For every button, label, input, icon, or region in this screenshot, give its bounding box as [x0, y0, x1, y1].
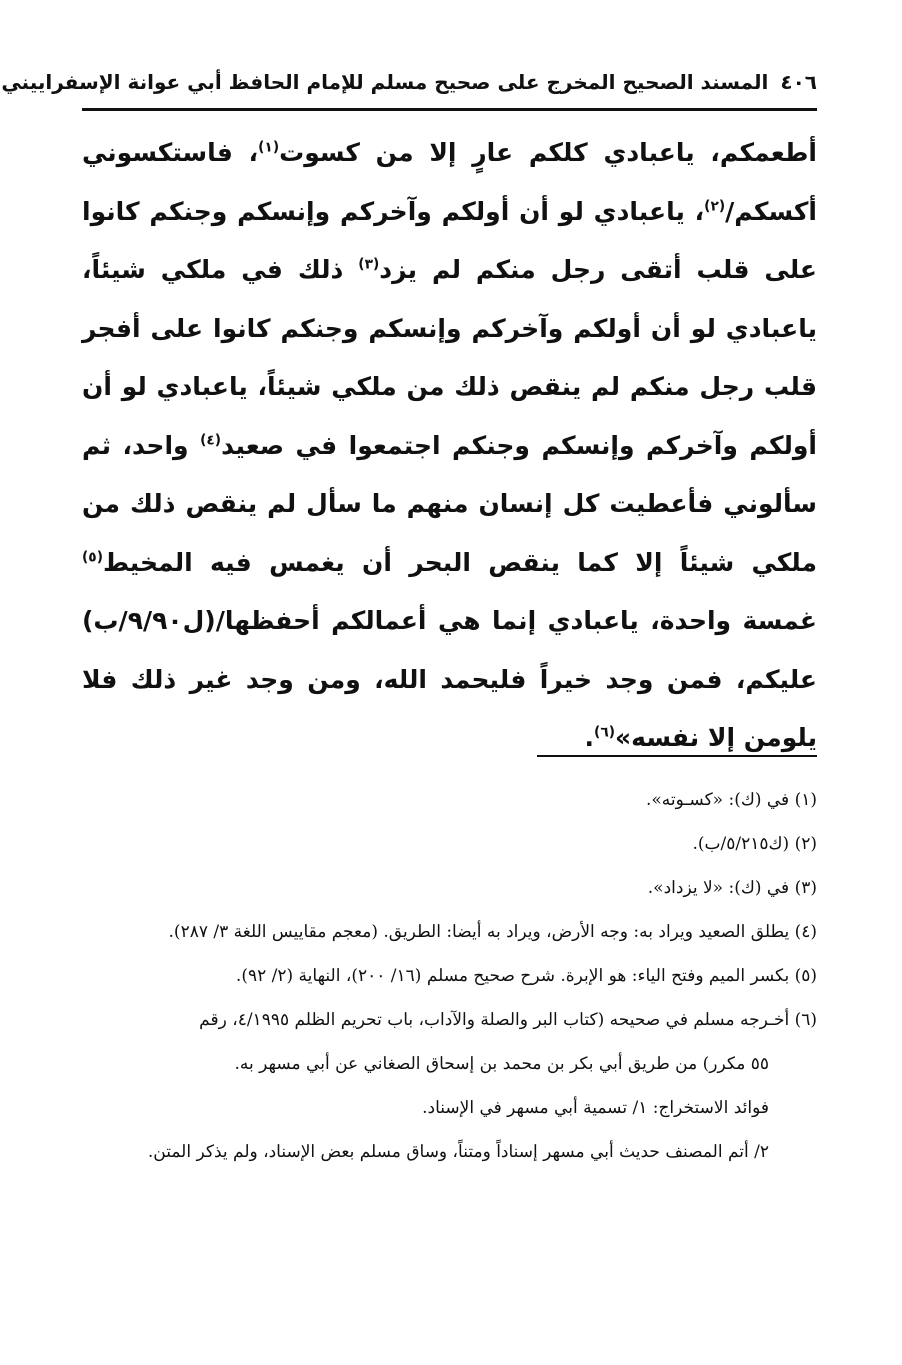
running-title: المسند الصحيح المخرج على صحيح مسلم للإمام الحافظ أبي عوانة الإسفراييني [1, 70, 769, 94]
footnote-5: (٥) بكسر الميم وفتح الياء: هو الإبرة. شرح صحيح مسلم (١٦/ ٢٠٠)، النهاية (٢/ ٩٢). [235, 966, 817, 986]
footnote-6-benefits: فوائد الاستخراج: ١/ تسمية أبي مسهر في الإسناد. [422, 1098, 769, 1118]
text-segment: أطعمكم، ياعبادي كلكم عارٍ إلا من كسوت [279, 138, 817, 167]
footnote-4: (٤) يطلق الصعيد ويراد به: وجه الأرض، ويراد به أيضا: الطريق. (معجم مقاييس اللغة ٣/ ٢٨٧). [168, 922, 817, 942]
text-segment: غمسة واحدة، ياعبادي إنما هي أعمالكم أحفظها/(ل٩/٩٠/ب) عليكم، فمن وجد خيراً فليحمد الله، ومن وجد غير ذلك فلا يلومن إلا نفسه» [82, 606, 817, 752]
footnote-separator [537, 755, 817, 757]
text-segment: . [584, 723, 595, 752]
footnote-2: (٢) (ك٥/٢١٥/ب). [692, 834, 817, 854]
footnote-3: (٣) في (ك): «لا يزداد». [647, 878, 817, 898]
footnote-marker: (٦) [594, 724, 616, 741]
text-segment: ذلك في ملكي شيئاً، ياعبادي لو أن أولكم وآخركم وإنسكم وجنكم كانوا على أفجر قلب رجل منكم لم ينقص ذلك من ملكي شيئاً، ياعبادي لو أن أولكم وآخركم وإنسكم وجنكم اجتمعوا في صعيد [82, 255, 817, 460]
footnote-marker: (٥) [82, 549, 103, 566]
footnote-marker: (٤) [200, 432, 222, 449]
footnote-marker: (٣) [358, 256, 380, 273]
text-segment: ، ياعبادي لو أن أولكم وآخركم وإنسكم وجنكم كانوا على قلب أتقى رجل منكم لم يزد [82, 196, 817, 284]
footnote-6-benefit-2: ٢/ أتم المصنف حديث أبي مسهر إسناداً ومتناً، وساق مسلم بعض الإسناد، ولم يذكر المتن. [147, 1142, 769, 1162]
running-header [1, 62, 817, 102]
footnote-6: (٦) أخـرجه مسلم في صحيحه (كتاب البر والصلة والآداب، باب تحريم الظلم ٤/١٩٩٥، رقم [199, 1010, 817, 1030]
text-segment: ، فاستكسوني أكسكم/ [82, 138, 817, 226]
footnote-1: (١) في (ك): «كسـوته». [646, 790, 817, 810]
footnote-marker: (٢) [704, 198, 726, 215]
page-number: ٤٠٦ [780, 70, 817, 94]
hadith-text [82, 124, 817, 768]
footnote-6-continued: ٥٥ مكرر) من طريق أبي بكر بن محمد بن إسحاق الصغاني عن أبي مسهر به. [234, 1054, 769, 1074]
header-rule [82, 108, 817, 111]
footnotes [82, 778, 817, 1174]
text-segment: واحد، ثم سألوني فأعطيت كل إنسان منهم ما سأل لم ينقص ذلك من ملكي شيئاً إلا كما ينقص البحر أن يغمس فيه المخيط [82, 430, 817, 577]
footnote-marker: (١) [258, 139, 280, 156]
